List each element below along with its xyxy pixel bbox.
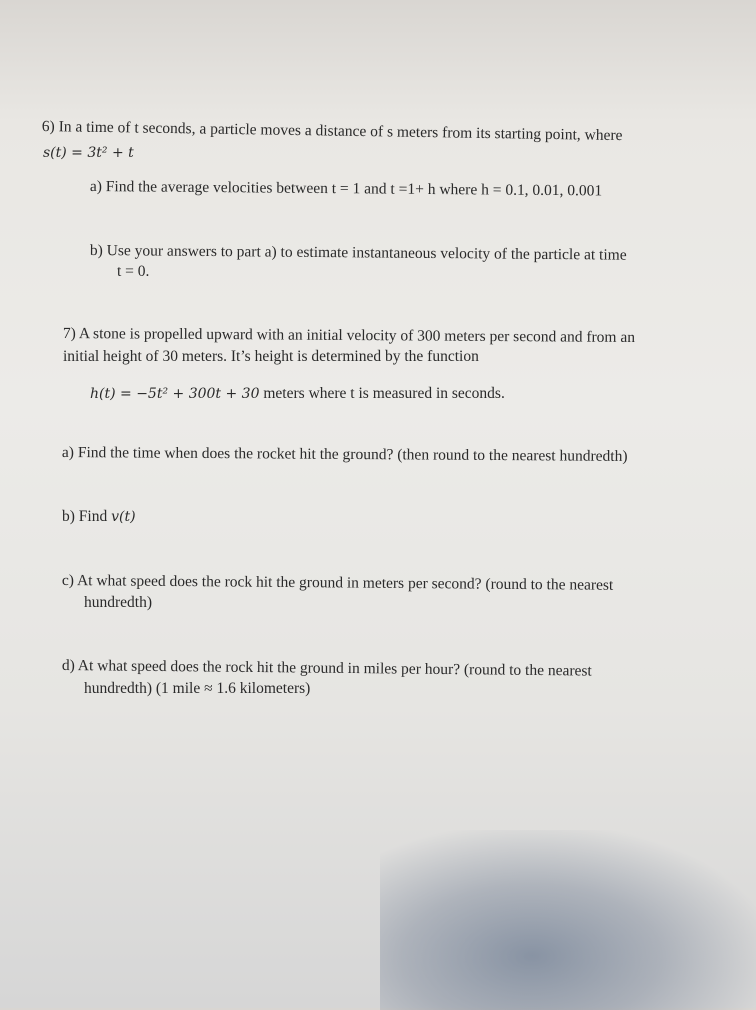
q6-part-b-line2: t = 0. <box>117 263 150 280</box>
photo-shadow <box>380 830 756 1010</box>
q7-part-c-line2: hundredth) <box>84 594 153 611</box>
q7-formula-tail: meters where t is measured in seconds. <box>259 385 505 402</box>
q6-intro: 6) In a time of t seconds, a particle moves a distance of s meters from its starting point, where <box>41 118 623 145</box>
q7-part-a: a) Find the time when does the rocket hit the ground? (then round to the nearest hundredth) <box>61 444 628 465</box>
q7-intro-line1: 7) A stone is propelled upward with an initial velocity of 300 meters per second and from an <box>62 325 636 346</box>
q7-part-d-line1: d) At what speed does the rock hit the ground in miles per hour? (round to the nearest <box>61 657 592 680</box>
q7-part-c-line1: c) At what speed does the rock hit the ground in meters per second? (round to the nearest <box>61 572 614 594</box>
q6-part-a: a) Find the average velocities between t = 1 and t =1+ h where h = 0.1, 0.01, 0.001 <box>89 178 603 200</box>
q6-formula: s(t) = 3t² + t <box>43 145 134 161</box>
q7-part-b-label: b) Find <box>62 508 112 525</box>
q7-part-b-formula: v(t) <box>111 509 136 525</box>
q6-part-b-line1: b) Use your answers to part a) to estimate instantaneous velocity of the particle at time <box>89 242 627 264</box>
q7-part-d-line2: hundredth) (1 mile ≈ 1.6 kilometers) <box>84 680 311 697</box>
q7-part-b <box>62 508 136 526</box>
q7-intro-line2: initial height of 30 meters. It’s height is determined by the function <box>63 348 479 365</box>
q7-formula-line <box>90 385 505 403</box>
q7-formula: h(t) = −5t² + 300t + 30 <box>90 386 260 402</box>
